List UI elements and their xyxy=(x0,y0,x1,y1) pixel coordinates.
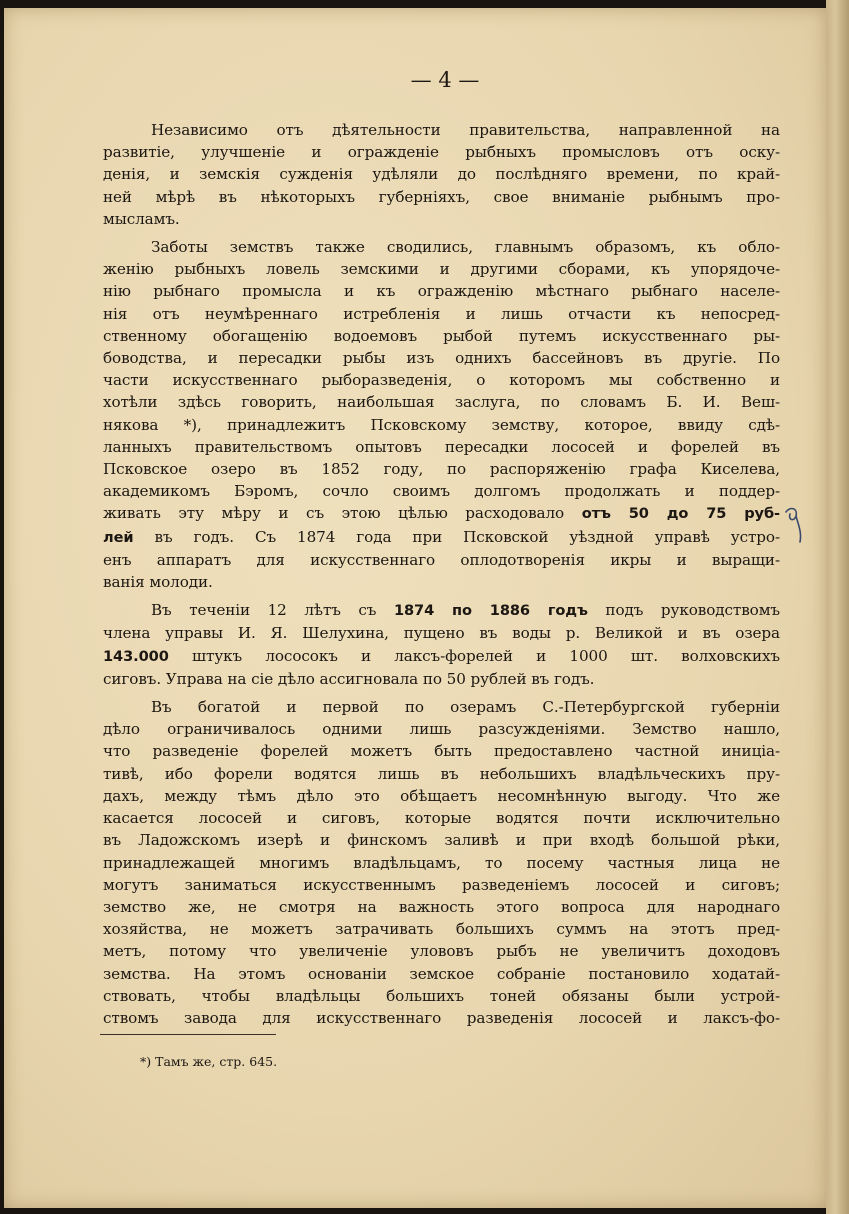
bold-text-run: лей xyxy=(103,528,134,546)
next-page-edge xyxy=(826,0,849,1214)
text-run: могутъ заниматься искусственнымъ разведеніемъ лососей и сиговъ; xyxy=(103,875,780,894)
text-run: боводства, и пересадки рыбы изъ однихъ бассейновъ въ другіе. По xyxy=(103,349,780,368)
text-run: метъ, потому что увеличеніе улововъ рыбъ не увеличитъ доходовъ xyxy=(103,942,780,961)
paragraph xyxy=(103,236,780,593)
paragraph xyxy=(103,599,780,690)
paragraph xyxy=(103,696,780,1029)
text-run: что разведеніе форелей можетъ быть предоставлено частной иниціа- xyxy=(103,742,780,761)
body-text xyxy=(103,119,780,1035)
text-run: Псковское озеро въ 1852 году, по распоряженію графа Киселева, xyxy=(103,460,780,479)
text-line xyxy=(103,369,780,391)
text-line xyxy=(103,280,780,302)
text-line xyxy=(103,571,780,593)
bold-text-run: 143.000 xyxy=(103,647,169,665)
text-line xyxy=(103,785,780,807)
paragraph xyxy=(103,119,780,230)
text-line xyxy=(103,236,780,258)
text-line xyxy=(103,696,780,718)
text-run: мысламъ. xyxy=(103,209,180,228)
text-line xyxy=(103,163,780,185)
text-line xyxy=(103,414,780,436)
text-line xyxy=(103,599,780,622)
text-run: нія отъ неумѣреннаго истребленія и лишь отчасти къ непосред- xyxy=(103,304,780,323)
text-run: ланныхъ правительствомъ опытовъ пересадки лососей и форелей въ xyxy=(103,437,780,456)
text-line xyxy=(103,186,780,208)
text-run: ней мѣрѣ въ нѣкоторыхъ губерніяхъ, свое вниманіе рыбнымъ про- xyxy=(103,187,780,206)
text-line xyxy=(103,549,780,571)
text-run: развитіе, улучшеніе и огражденіе рыбныхъ промысловъ отъ оску- xyxy=(103,143,780,162)
text-run: тивѣ, ибо форели водятся лишь въ небольшихъ владѣльческихъ пру- xyxy=(103,764,780,783)
text-run: дахъ, между тѣмъ дѣло это обѣщаетъ несомнѣнную выгоду. Что же xyxy=(103,786,780,805)
text-run: женію рыбныхъ ловель земскими и другими сборами, къ упорядоче- xyxy=(103,260,780,279)
text-run: ванія молоди. xyxy=(103,573,213,592)
text-line xyxy=(103,436,780,458)
text-run: дѣло ограничивалось одними лишь разсужденіями. Земство нашло, xyxy=(103,720,780,739)
text-run: члена управы И. Я. Шелухина, пущено въ воды р. Великой и въ озера xyxy=(103,624,780,643)
text-run: денія, и земскія сужденія удѣляли до послѣдняго времени, по край- xyxy=(103,165,780,184)
text-line xyxy=(103,668,780,690)
text-line xyxy=(103,480,780,502)
text-run: енъ аппаратъ для искусственнаго оплодотворенія икры и выращи- xyxy=(103,550,780,569)
text-run: Въ богатой и первой по озерамъ С.-Петербургской губерніи xyxy=(151,698,780,717)
text-line xyxy=(103,918,780,940)
bold-text-run: отъ 50 до 75 руб- xyxy=(581,505,780,523)
text-line xyxy=(103,807,780,829)
footnote: *) Тамъ же, стр. 645. xyxy=(140,1054,278,1069)
text-line xyxy=(103,347,780,369)
text-line xyxy=(103,963,780,985)
text-line xyxy=(103,645,780,668)
text-line xyxy=(103,208,780,230)
text-line xyxy=(103,985,780,1007)
text-run: ственному обогащенію водоемовъ рыбой путемъ искусственнаго ры- xyxy=(103,326,780,345)
text-run: ствомъ завода для искусственнаго разведенія лососей и лаксъ-фо- xyxy=(103,1008,780,1027)
text-run: живать эту мѣру и съ этою цѣлью расходовало xyxy=(103,504,582,523)
text-run: касается лососей и сиговъ, которые водятся почти исключительно xyxy=(103,809,780,828)
text-line xyxy=(103,141,780,163)
text-run: Въ теченіи 12 лѣтъ съ xyxy=(151,601,394,620)
footnote-rule xyxy=(100,1034,276,1035)
text-line xyxy=(103,763,780,785)
text-run: въ годъ. Съ 1874 года при Псковской уѣздной управѣ устро- xyxy=(133,527,780,546)
text-run: хотѣли здѣсь говорить, наибольшая заслуга, по словамъ Б. И. Веш- xyxy=(103,393,780,412)
text-run: подъ руководствомъ xyxy=(587,601,780,620)
text-line xyxy=(103,940,780,962)
text-line xyxy=(103,622,780,644)
text-line xyxy=(103,526,780,549)
text-run: принадлежащей многимъ владѣльцамъ, то посему частныя лица не xyxy=(103,853,780,872)
bold-text-run: 1874 по 1886 годъ xyxy=(393,602,588,620)
text-run: земство же, не смотря на важность этого вопроса для народнаго xyxy=(103,897,780,916)
text-line xyxy=(103,874,780,896)
text-run: академикомъ Бэромъ, сочло своимъ долгомъ продолжать и поддер- xyxy=(103,482,780,501)
text-line xyxy=(103,119,780,141)
text-run: някова *), принадлежитъ Псковскому земству, которое, ввиду сдѣ- xyxy=(103,415,780,434)
text-line xyxy=(103,1007,780,1029)
text-run: хозяйства, не можетъ затрачивать большихъ суммъ на этотъ пред- xyxy=(103,920,780,939)
text-run: земства. На этомъ основаніи земское собраніе постановило ходатай- xyxy=(103,964,780,983)
text-line xyxy=(103,258,780,280)
text-line xyxy=(103,458,780,480)
text-line xyxy=(103,502,780,525)
text-line xyxy=(103,852,780,874)
text-run: штукъ лососокъ и лаксъ-форелей и 1000 шт. волховскихъ xyxy=(168,646,780,665)
text-run: Заботы земствъ также сводились, главнымъ образомъ, къ обло- xyxy=(151,238,780,257)
text-line xyxy=(103,829,780,851)
text-run: ствовать, чтобы владѣльцы большихъ тоней обязаны были устрой- xyxy=(103,986,780,1005)
text-run: сиговъ. Управа на сіе дѣло ассигновала по 50 рублей въ годъ. xyxy=(103,669,595,688)
text-line xyxy=(103,740,780,762)
text-line xyxy=(103,718,780,740)
text-run: въ Ладожскомъ изерѣ и финскомъ заливѣ и при входѣ большой рѣки, xyxy=(103,831,780,850)
text-line xyxy=(103,391,780,413)
text-line xyxy=(103,896,780,918)
text-line xyxy=(103,325,780,347)
page-number: — 4 — xyxy=(410,68,480,92)
text-run: части искусственнаго рыборазведенія, о которомъ мы собственно и xyxy=(103,371,780,390)
text-line xyxy=(103,303,780,325)
text-run: нію рыбнаго промысла и къ огражденію мѣстнаго рыбнаго населе- xyxy=(103,282,780,301)
text-run: Независимо отъ дѣятельности правительства, направленной на xyxy=(151,121,780,139)
handwritten-margin-mark xyxy=(782,502,812,546)
